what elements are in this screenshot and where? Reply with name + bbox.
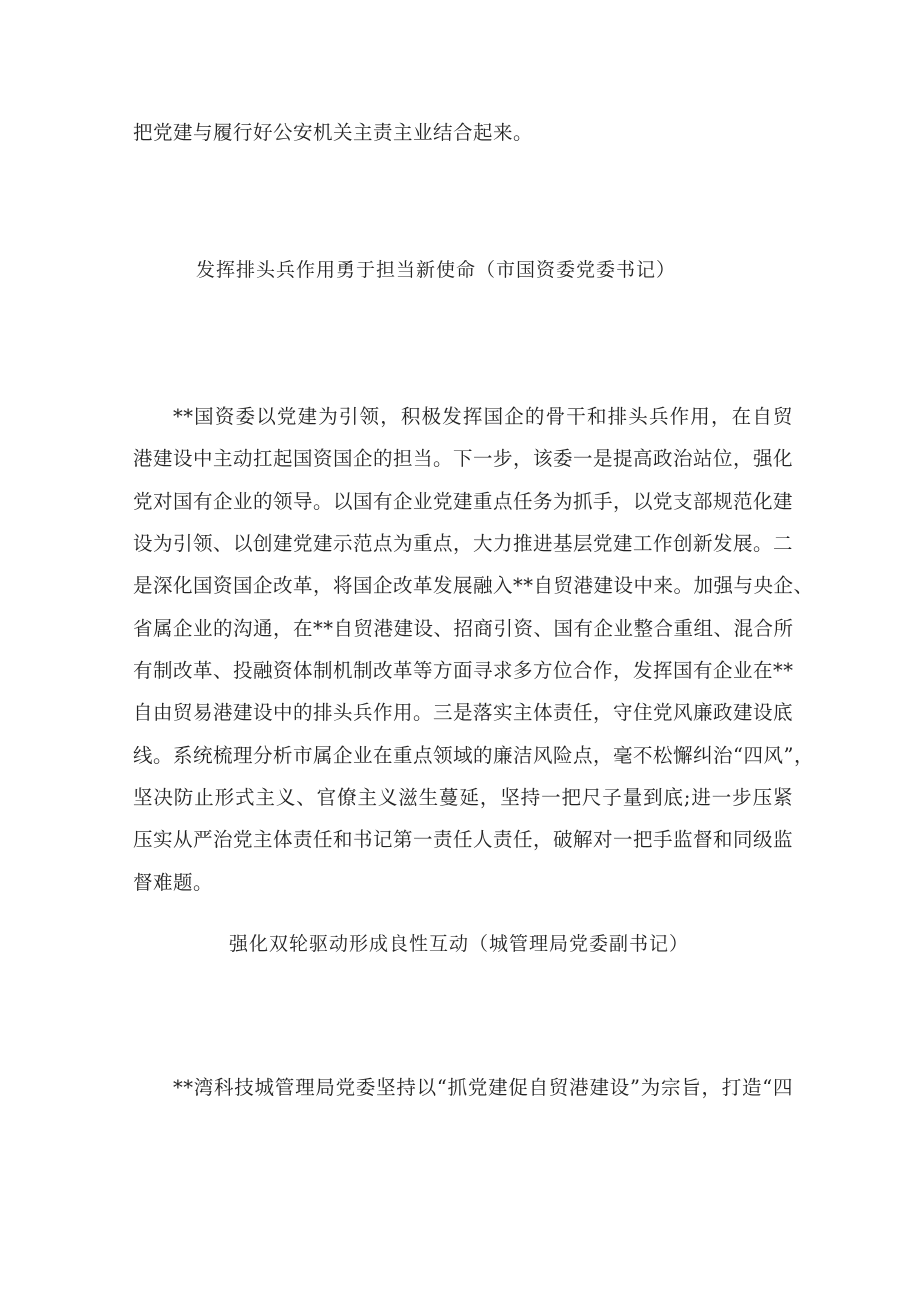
paragraph-line: 压实从严治党主体责任和书记第一责任人责任，破解对一把手监督和同级监 xyxy=(133,828,794,851)
paragraph-line: 督难题。 xyxy=(133,871,214,894)
paragraph-line: 党对国有企业的领导。以国有企业党建重点任务为抓手，以党支部规范化建 xyxy=(133,490,794,513)
paragraph-line: 是深化国资国企改革，将国企改革发展融入**自贸港建设中来。加强与央企、 xyxy=(133,574,814,597)
section1-heading: 发挥排头兵作用勇于担当新使命（市国资委党委书记） xyxy=(196,259,677,281)
paragraph-line: 省属企业的沟通，在**自贸港建设、招商引资、国有企业整合重组、混合所 xyxy=(133,617,794,640)
paragraph-line: 坚决防止形式主义、官僚主义滋生蔓延，坚持一把尺子量到底;进一步压紧 xyxy=(133,786,793,809)
paragraph-line: **国资委以党建为引领，积极发挥国企的骨干和排头兵作用，在自贸 xyxy=(173,405,793,428)
paragraph-line: 港建设中主动扛起国资国企的担当。下一步，该委一是提高政治站位，强化 xyxy=(133,447,794,470)
paragraph-line: **湾科技城管理局党委坚持以“抓党建促自贸港建设”为宗旨，打造“四 xyxy=(173,1076,793,1099)
paragraph-line: 线。系统梳理分析市属企业在重点领域的廉洁风险点，毫不松懈纠治“四风”， xyxy=(133,744,814,767)
intro-paragraph-tail: 把党建与履行好公安机关主责主业结合起来。 xyxy=(133,121,534,144)
paragraph-line: 设为引领、以创建党建示范点为重点，大力推进基层党建工作创新发展。二 xyxy=(133,532,794,555)
paragraph-line: 有制改革、投融资体制机制改革等方面寻求多方位合作，发挥国有企业在** xyxy=(133,659,794,682)
section2-heading: 强化双轮驱动形成良性互动（城管理局党委副书记） xyxy=(229,933,690,955)
paragraph-line: 自由贸易港建设中的排头兵作用。三是落实主体责任，守住党风廉政建设底 xyxy=(133,701,794,724)
